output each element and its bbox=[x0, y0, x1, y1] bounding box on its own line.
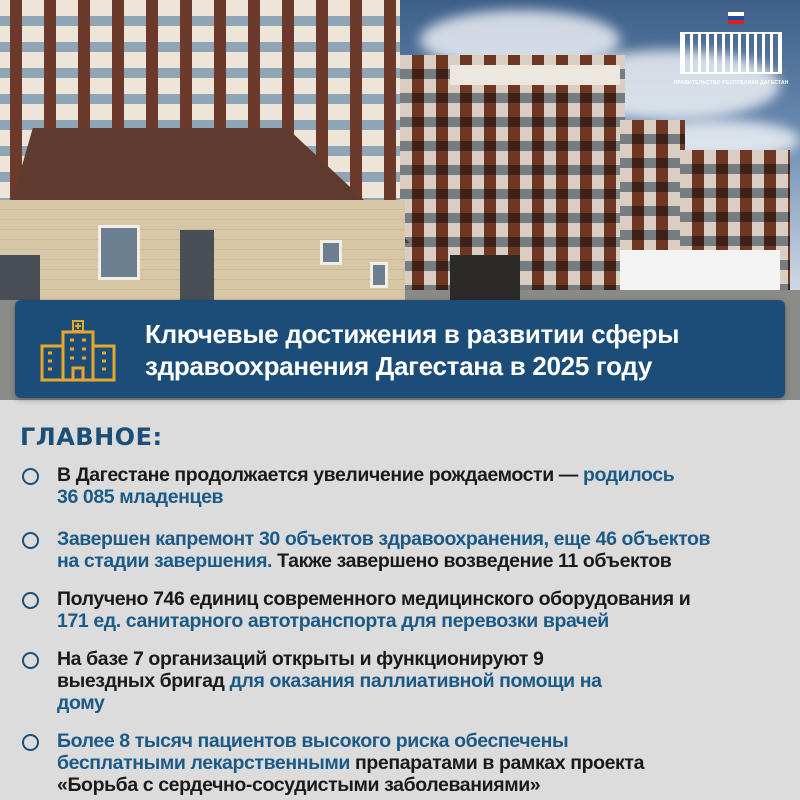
highlighted-text: на стадии завершения. bbox=[57, 550, 278, 572]
list-item-line bbox=[57, 670, 602, 692]
flag-icon bbox=[728, 12, 744, 24]
hospital-icon bbox=[39, 320, 117, 382]
circle-bullet-icon bbox=[22, 468, 39, 485]
highlighted-text: родилось bbox=[582, 464, 675, 486]
body-text: Получено 746 единиц современного медицинского оборудования и bbox=[57, 588, 691, 610]
logo-text: ПРАВИТЕЛЬСТВО РЕСПУБЛИКИ ДАГЕСТАН bbox=[673, 80, 789, 86]
list-item-line bbox=[57, 648, 602, 670]
list-item-line bbox=[57, 752, 644, 774]
highlighted-text: бесплатными лекарственными bbox=[57, 752, 356, 774]
banner-title-line1: Ключевые достижения в развитии сферы bbox=[145, 319, 680, 349]
list-item-line bbox=[57, 486, 674, 508]
list-item-line bbox=[57, 730, 644, 752]
body-text: В Дагестане продолжается увеличение рождаемости — bbox=[57, 464, 583, 486]
highlighted-text: 36 085 младенцев bbox=[57, 486, 224, 508]
banner-title-line2: здравоохранения Дагестана в 2025 году bbox=[145, 351, 653, 381]
list-item-line bbox=[57, 550, 710, 572]
body-text: Также завершено возведение 11 объектов bbox=[277, 550, 672, 572]
body-text: «Борьба с сердечно-сосудистыми заболеваниями» bbox=[57, 774, 541, 796]
government-building-icon bbox=[680, 32, 782, 74]
section-heading: ГЛАВНОЕ: bbox=[20, 423, 163, 451]
circle-bullet-icon bbox=[22, 734, 39, 751]
body-text: выездных бригад bbox=[57, 670, 230, 692]
list-item-line bbox=[57, 588, 690, 610]
title-banner bbox=[15, 300, 785, 398]
highlighted-text: Более 8 тысяч пациентов высокого риска обеспечены bbox=[57, 730, 569, 752]
list-item-line bbox=[57, 774, 644, 796]
government-logo bbox=[668, 8, 794, 88]
circle-bullet-icon bbox=[22, 532, 39, 549]
list-item-line bbox=[57, 528, 710, 550]
circle-bullet-icon bbox=[22, 652, 39, 669]
highlighted-text: 171 ед. санитарного автотранспорта для перевозки врачей bbox=[57, 610, 609, 632]
body-text: препаратами в рамках проекта bbox=[355, 752, 645, 774]
list-item-line bbox=[57, 610, 690, 632]
circle-bullet-icon bbox=[22, 592, 39, 609]
highlighted-text: дому bbox=[57, 692, 105, 714]
highlighted-text: для оказания паллиативной помощи на bbox=[229, 670, 602, 692]
body-text: На базе 7 организаций открыты и функционируют 9 bbox=[57, 648, 544, 670]
list-item-line bbox=[57, 464, 674, 486]
highlighted-text: Завершен капремонт 30 объектов здравоохранения, еще 46 объектов bbox=[57, 528, 711, 550]
list-item-line bbox=[57, 692, 602, 714]
